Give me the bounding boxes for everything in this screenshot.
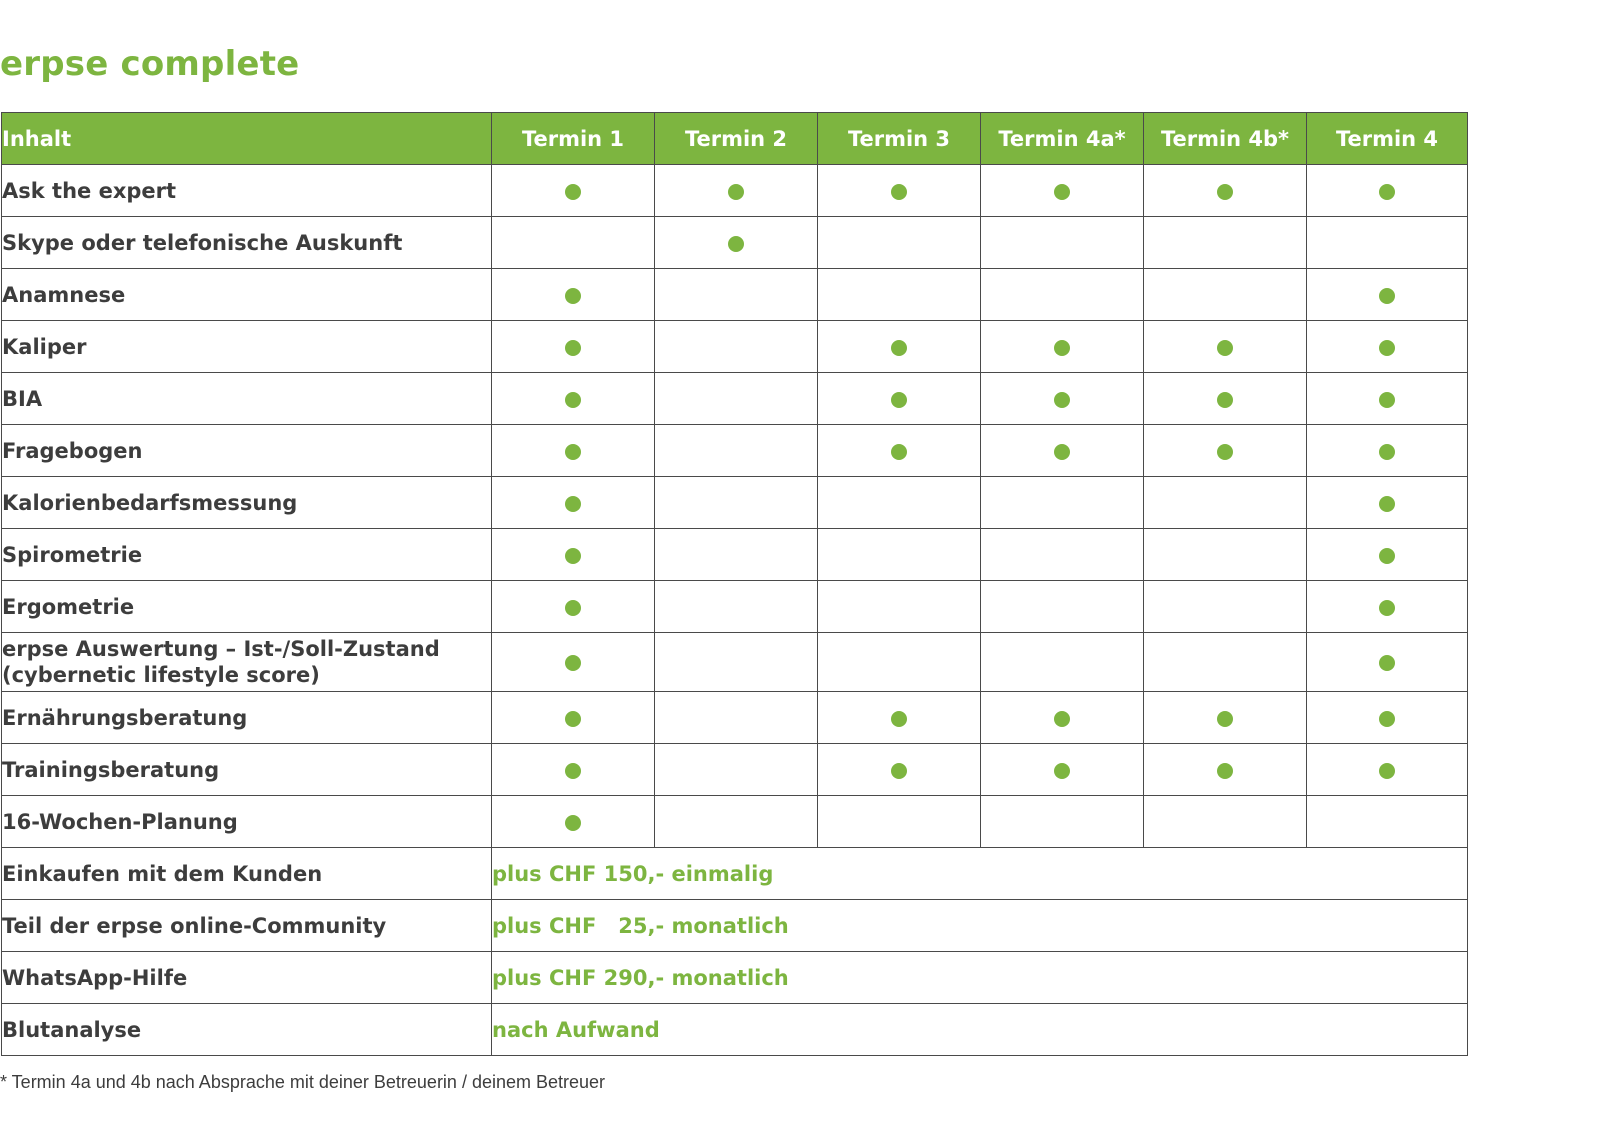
header-termin-1: Termin 1 — [492, 113, 655, 165]
extra-row — [2, 1004, 1468, 1056]
table-row — [2, 581, 1468, 633]
mark-cell — [492, 321, 655, 373]
green-dot-icon — [565, 444, 581, 460]
page-title: erpse complete — [0, 44, 300, 84]
mark-cell — [1144, 373, 1307, 425]
mark-cell — [981, 425, 1144, 477]
mark-cell — [818, 321, 981, 373]
mark-cell — [818, 373, 981, 425]
mark-cell — [655, 692, 818, 744]
mark-cell — [818, 165, 981, 217]
extra-label: WhatsApp-Hilfe — [2, 952, 492, 1004]
green-dot-icon — [891, 444, 907, 460]
table-row — [2, 269, 1468, 321]
mark-cell — [492, 581, 655, 633]
mark-cell — [981, 796, 1144, 848]
mark-cell — [1307, 633, 1468, 692]
row-label-text: Ergometrie — [2, 594, 135, 619]
green-dot-icon — [891, 184, 907, 200]
green-dot-icon — [891, 711, 907, 727]
extra-label: Einkaufen mit dem Kunden — [2, 848, 492, 900]
mark-cell — [1144, 744, 1307, 796]
table-row — [2, 425, 1468, 477]
table-row — [2, 796, 1468, 848]
mark-cell — [981, 529, 1144, 581]
row-label — [2, 477, 492, 529]
mark-cell — [1307, 373, 1468, 425]
mark-cell — [492, 425, 655, 477]
green-dot-icon — [1379, 548, 1395, 564]
mark-cell — [492, 269, 655, 321]
extra-label: Teil der erpse online-Community — [2, 900, 492, 952]
header-termin-4a: Termin 4a* — [981, 113, 1144, 165]
row-label-text: BIA — [2, 386, 43, 411]
mark-cell — [492, 633, 655, 692]
mark-cell — [492, 796, 655, 848]
row-label-text: Spirometrie — [2, 542, 143, 567]
extra-price: plus CHF 25,- monatlich — [492, 900, 1468, 952]
mark-cell — [981, 692, 1144, 744]
green-dot-icon — [1217, 340, 1233, 356]
green-dot-icon — [1054, 392, 1070, 408]
mark-cell — [1307, 529, 1468, 581]
mark-cell — [1144, 796, 1307, 848]
mark-cell — [1307, 217, 1468, 269]
row-label-text: Skype oder telefonische Auskunft — [2, 230, 403, 255]
row-label-text: erpse Auswertung – Ist-/Soll-Zustand — [2, 637, 440, 661]
row-label — [2, 321, 492, 373]
mark-cell — [1307, 744, 1468, 796]
mark-cell — [1307, 321, 1468, 373]
green-dot-icon — [1379, 340, 1395, 356]
mark-cell — [655, 217, 818, 269]
mark-cell — [818, 581, 981, 633]
green-dot-icon — [1379, 763, 1395, 779]
green-dot-icon — [565, 763, 581, 779]
mark-cell — [981, 477, 1144, 529]
extra-label: Blutanalyse — [2, 1004, 492, 1056]
green-dot-icon — [1054, 763, 1070, 779]
footnote: * Termin 4a und 4b nach Absprache mit deiner Betreuerin / deinem Betreuer — [0, 1072, 606, 1092]
row-label — [2, 373, 492, 425]
extra-price: plus CHF 150,- einmalig — [492, 848, 1468, 900]
table-row — [2, 744, 1468, 796]
green-dot-icon — [1054, 340, 1070, 356]
extra-price: plus CHF 290,- monatlich — [492, 952, 1468, 1004]
mark-cell — [655, 796, 818, 848]
mark-cell — [492, 529, 655, 581]
mark-cell — [818, 269, 981, 321]
mark-cell — [818, 796, 981, 848]
mark-cell — [655, 425, 818, 477]
row-label-text: 16-Wochen-Planung — [2, 809, 238, 834]
mark-cell — [1307, 581, 1468, 633]
row-label — [2, 744, 492, 796]
table-row — [2, 529, 1468, 581]
extra-row — [2, 952, 1468, 1004]
mark-cell — [1307, 477, 1468, 529]
row-label — [2, 165, 492, 217]
mark-cell — [1307, 425, 1468, 477]
green-dot-icon — [1054, 711, 1070, 727]
row-label — [2, 217, 492, 269]
green-dot-icon — [565, 392, 581, 408]
table-row — [2, 477, 1468, 529]
green-dot-icon — [1217, 184, 1233, 200]
green-dot-icon — [1379, 288, 1395, 304]
green-dot-icon — [1217, 444, 1233, 460]
header-termin-3: Termin 3 — [818, 113, 981, 165]
row-label — [2, 425, 492, 477]
mark-cell — [818, 633, 981, 692]
mark-cell — [818, 217, 981, 269]
table-row — [2, 633, 1468, 692]
mark-cell — [492, 373, 655, 425]
mark-cell — [818, 529, 981, 581]
mark-cell — [1144, 581, 1307, 633]
mark-cell — [1144, 529, 1307, 581]
mark-cell — [1144, 269, 1307, 321]
table-row — [2, 373, 1468, 425]
mark-cell — [655, 269, 818, 321]
row-label — [2, 581, 492, 633]
mark-cell — [981, 165, 1144, 217]
table-row — [2, 165, 1468, 217]
green-dot-icon — [565, 711, 581, 727]
table-row — [2, 217, 1468, 269]
green-dot-icon — [1217, 392, 1233, 408]
green-dot-icon — [565, 655, 581, 671]
mark-cell — [1144, 633, 1307, 692]
mark-cell — [818, 692, 981, 744]
extra-row — [2, 900, 1468, 952]
mark-cell — [655, 581, 818, 633]
mark-cell — [655, 744, 818, 796]
mark-cell — [981, 373, 1144, 425]
row-label — [2, 633, 492, 692]
mark-cell — [1144, 692, 1307, 744]
header-termin-4b: Termin 4b* — [1144, 113, 1307, 165]
mark-cell — [492, 477, 655, 529]
mark-cell — [981, 269, 1144, 321]
row-label-text: Ask the expert — [2, 178, 177, 203]
mark-cell — [981, 581, 1144, 633]
header-termin-4: Termin 4 — [1307, 113, 1468, 165]
mark-cell — [655, 165, 818, 217]
green-dot-icon — [1379, 655, 1395, 671]
row-label — [2, 529, 492, 581]
mark-cell — [818, 744, 981, 796]
row-label-text: Fragebogen — [2, 438, 143, 463]
green-dot-icon — [1379, 184, 1395, 200]
green-dot-icon — [1379, 496, 1395, 512]
green-dot-icon — [565, 548, 581, 564]
mark-cell — [492, 692, 655, 744]
services-table — [1, 112, 1468, 1056]
row-label-text: Kaliper — [2, 334, 87, 359]
mark-cell — [655, 477, 818, 529]
green-dot-icon — [728, 184, 744, 200]
mark-cell — [1144, 321, 1307, 373]
row-label — [2, 796, 492, 848]
mark-cell — [492, 165, 655, 217]
row-label-text: Ernährungsberatung — [2, 705, 248, 730]
green-dot-icon — [728, 236, 744, 252]
mark-cell — [1307, 796, 1468, 848]
mark-cell — [1307, 692, 1468, 744]
green-dot-icon — [565, 815, 581, 831]
row-label-text: Trainingsberatung — [2, 757, 220, 782]
green-dot-icon — [1379, 392, 1395, 408]
row-label-text-2: (cybernetic lifestyle score) — [2, 663, 320, 687]
table-row — [2, 321, 1468, 373]
green-dot-icon — [891, 392, 907, 408]
mark-cell — [981, 633, 1144, 692]
mark-cell — [655, 529, 818, 581]
mark-cell — [655, 633, 818, 692]
mark-cell — [492, 744, 655, 796]
green-dot-icon — [1217, 763, 1233, 779]
mark-cell — [1144, 165, 1307, 217]
mark-cell — [818, 425, 981, 477]
mark-cell — [1144, 425, 1307, 477]
row-label-text: Kalorienbedarfsmessung — [2, 490, 298, 515]
mark-cell — [1307, 165, 1468, 217]
mark-cell — [492, 217, 655, 269]
row-label — [2, 269, 492, 321]
table-header-row — [2, 113, 1468, 165]
green-dot-icon — [1379, 444, 1395, 460]
green-dot-icon — [1379, 600, 1395, 616]
mark-cell — [655, 373, 818, 425]
green-dot-icon — [565, 288, 581, 304]
mark-cell — [981, 744, 1144, 796]
green-dot-icon — [1379, 711, 1395, 727]
green-dot-icon — [891, 340, 907, 356]
header-termin-2: Termin 2 — [655, 113, 818, 165]
green-dot-icon — [565, 184, 581, 200]
mark-cell — [655, 321, 818, 373]
green-dot-icon — [1217, 711, 1233, 727]
green-dot-icon — [565, 600, 581, 616]
mark-cell — [1307, 269, 1468, 321]
mark-cell — [818, 477, 981, 529]
header-content: Inhalt — [2, 113, 492, 165]
row-label — [2, 692, 492, 744]
extra-price: nach Aufwand — [492, 1004, 1468, 1056]
mark-cell — [1144, 217, 1307, 269]
green-dot-icon — [565, 340, 581, 356]
mark-cell — [981, 217, 1144, 269]
green-dot-icon — [891, 763, 907, 779]
green-dot-icon — [565, 496, 581, 512]
row-label-text: Anamnese — [2, 282, 126, 307]
mark-cell — [1144, 477, 1307, 529]
table-body — [2, 165, 1468, 1056]
extra-row — [2, 848, 1468, 900]
mark-cell — [981, 321, 1144, 373]
green-dot-icon — [1054, 444, 1070, 460]
table-row — [2, 692, 1468, 744]
green-dot-icon — [1054, 184, 1070, 200]
